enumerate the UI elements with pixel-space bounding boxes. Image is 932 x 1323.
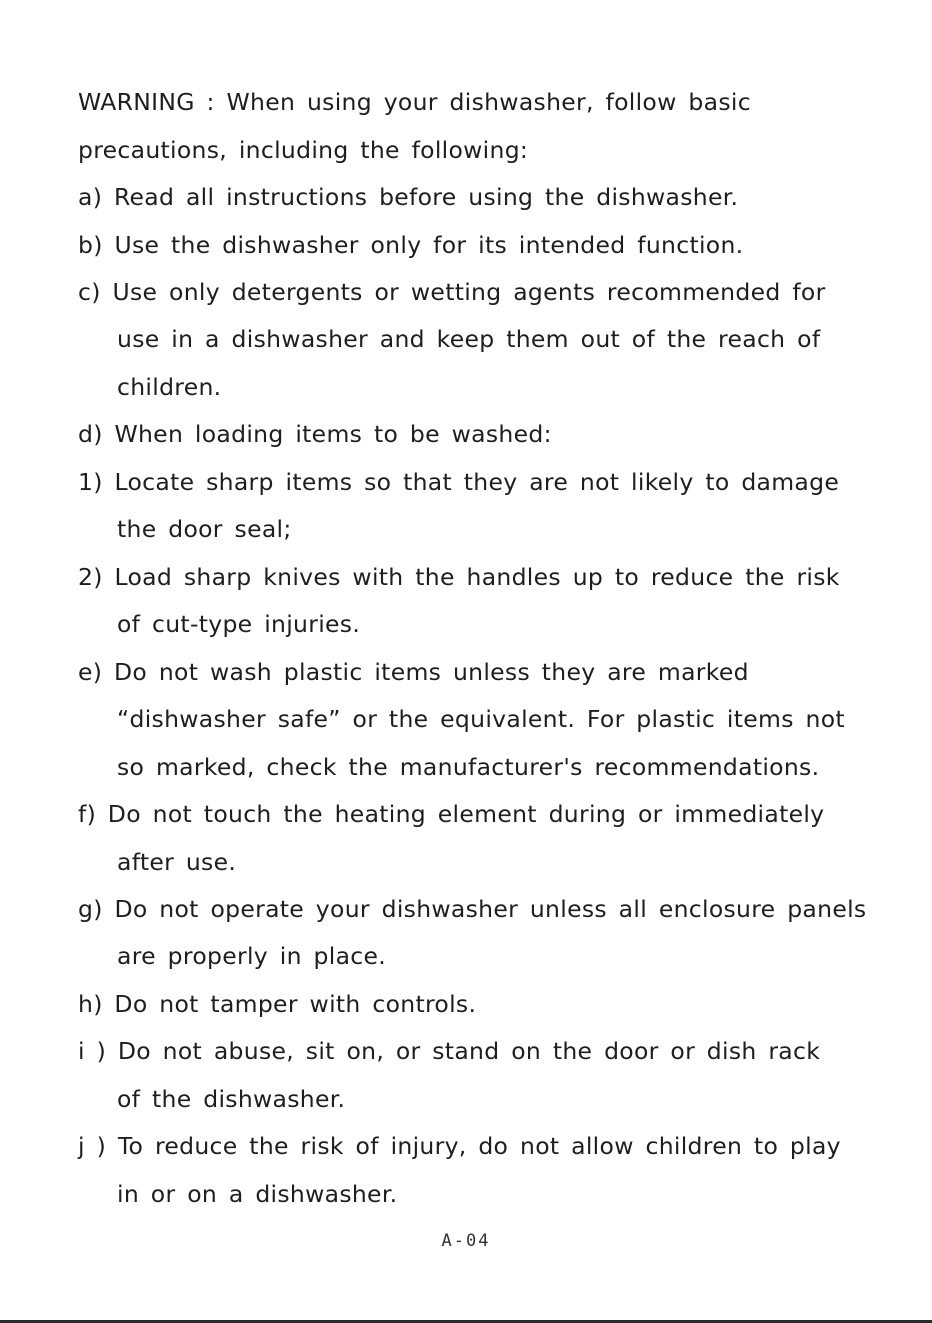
item-d: d) When loading items to be washed: — [78, 420, 552, 448]
item-j-line-2: in or on a dishwasher. — [117, 1180, 398, 1208]
item-g-line-2: are properly in place. — [117, 942, 387, 970]
item-d1-line-1: 1) Locate sharp items so that they are not likely to damage — [78, 468, 840, 496]
item-e-line-2: “dishwasher safe” or the equivalent. For plastic items not — [117, 705, 845, 733]
page-number: A-04 — [441, 1231, 491, 1251]
item-i-line-2: of the dishwasher. — [117, 1085, 346, 1113]
item-d2-line-1: 2) Load sharp knives with the handles up to reduce the risk — [78, 563, 840, 591]
item-f-line-2: after use. — [117, 848, 237, 876]
item-b: b) Use the dishwasher only for its intended function. — [78, 231, 744, 259]
item-e-line-1: e) Do not wash plastic items unless they are marked — [78, 658, 749, 686]
item-d2-line-2: of cut-type injuries. — [117, 610, 361, 638]
warning-line-2: precautions, including the following: — [78, 136, 529, 164]
item-c-line-1: c) Use only detergents or wetting agents recommended for — [78, 278, 826, 306]
item-f-line-1: f) Do not touch the heating element during or immediately — [78, 800, 825, 828]
item-j-line-1: j ) To reduce the risk of injury, do not allow children to play — [78, 1132, 841, 1160]
item-a: a) Read all instructions before using the dishwasher. — [78, 183, 739, 211]
item-c-line-2: use in a dishwasher and keep them out of the reach of — [117, 325, 821, 353]
item-d1-line-2: the door seal; — [117, 515, 292, 543]
item-i-line-1: i ) Do not abuse, sit on, or stand on the door or dish rack — [78, 1037, 821, 1065]
warning-line-1: WARNING : When using your dishwasher, follow basic — [78, 88, 751, 116]
item-g-line-1: g) Do not operate your dishwasher unless all enclosure panels — [78, 895, 867, 923]
item-h: h) Do not tamper with controls. — [78, 990, 477, 1018]
item-e-line-3: so marked, check the manufacturer's recommendations. — [117, 753, 820, 781]
item-c-line-3: children. — [117, 373, 222, 401]
